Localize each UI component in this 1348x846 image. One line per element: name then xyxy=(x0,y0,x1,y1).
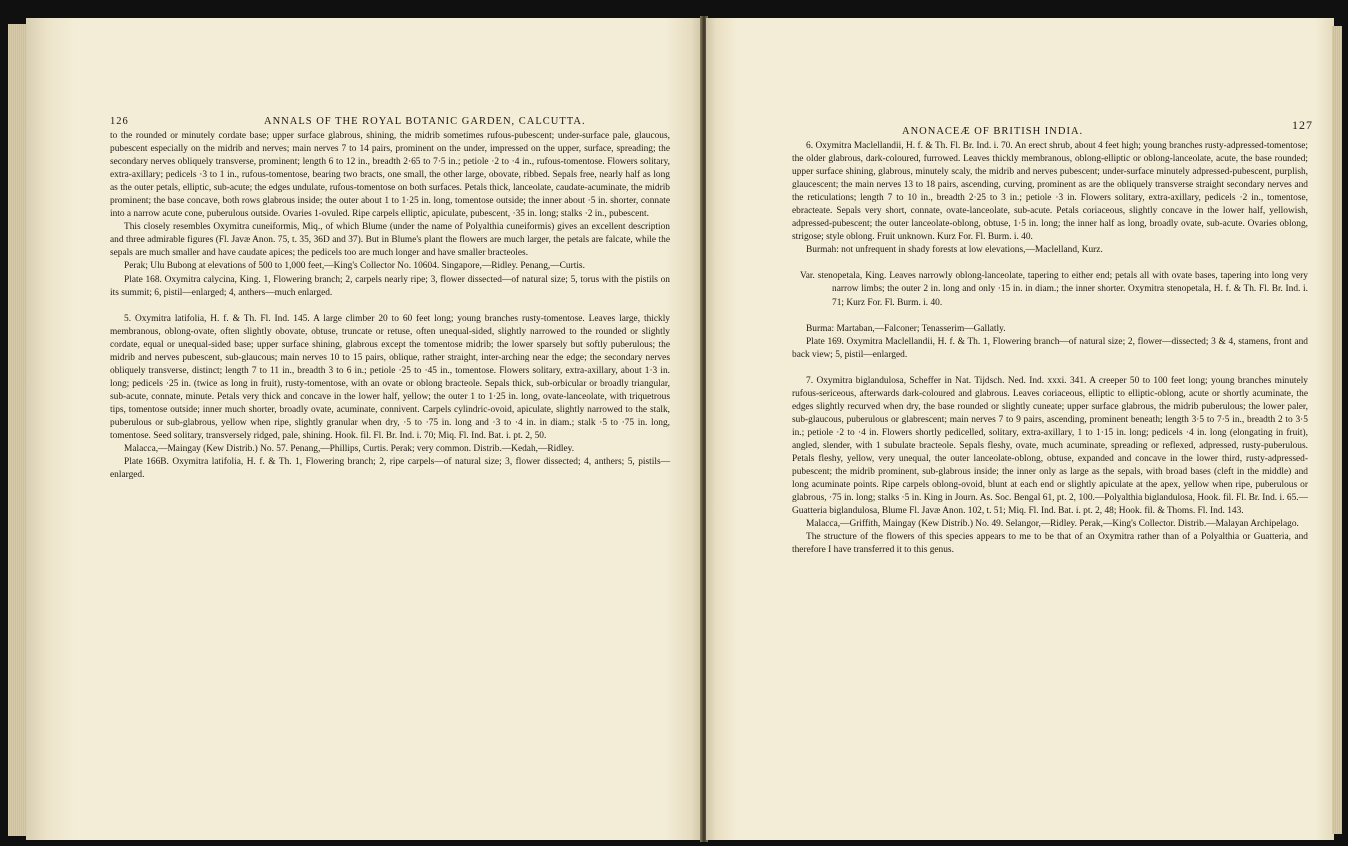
paragraph: to the rounded or minutely cordate base; upper surface glabrous, shining, the midrib sometimes rufous-pubescent; under-surface pale, glaucous, pubescent especially on the midrib and nerves; main nerves 7 to 14 pairs, prominent on the under, impressed on the upper, surface, spreading; the secondary nerves obliquely transverse, prominent; length 6 to 12 in., breadth 2·65 to 7·5 in.; petiole ·2 to ·4 in., rufous-tomentose. Flowers solitary, extra-axillary; pedicels ·3 to 1 in., rufous-tomentose, bearing two bracts, one small, the other large, obovate, ribbed. Sepals free, nearly half as long as the outer petals, elliptic, sub-acute; the edges undulate, rufous-tomentose on both surfaces. Petals thick, lanceolate, caudate-acuminate, the midrib prominent; the base concave, both rows glabrous inside; the outer about 1 to 1·25 in. long, tomentose outside; the inner about ·5 in. shorter, connate into a narrow acute cone, puberulous outside. Ovaries 1-ovuled. Ripe carpels elliptic, apiculate, pubescent, ·35 in. long; stalks ·2 in., pubescent. xyxy=(110,131,670,220)
plate-caption: Plate 169. Oxymitra Maclellandii, H. f. & Th. 1, Flowering branch—of natural size; 2, flower—dissected; 3 & 4, stamens, front and back view; 5, pistil—enlarged. xyxy=(792,336,1308,360)
paragraph: Burma: Martaban,—Falconer; Tenasserim—Gallatly. xyxy=(806,323,1006,334)
plate-caption: Plate 168. Oxymitra calycina, King. 1, Flowering branch; 2, carpels nearly ripe; 3, flower dissected—of natural size; 5, torus with the pistils on its summit; 6, pistil—enlarged; 4, anthers—much enlarged. xyxy=(110,274,670,298)
paragraph: Malacca,—Griffith, Maingay (Kew Distrib.) No. 49. Selangor,—Ridley. Perak,—King's Collector. Distrib.—Malayan Archipelago. xyxy=(806,519,1299,530)
paragraph: This closely resembles Oxymitra cuneiformis, Miq., of which Blume (under the name of Polyalthia cuneiformis) gives an excellent description and three admirable figures (Fl. Javæ Anon. 75, t. 35, 36D and 37). But in Blume's plant the flowers are much larger, the petals are falcate, while the sepals are much smaller and have caudate apices; the pedicels too are much longer and have smaller bracteoles. xyxy=(110,222,670,259)
paragraph: The structure of the flowers of this species appears to me to be that of an Oxymitra rather than of a Polyalthia or Guatteria, and therefore I have transferred it to this genus. xyxy=(792,532,1308,556)
paragraph: Malacca,—Maingay (Kew Distrib.) No. 57. Penang,—Phillips, Curtis. Perak; very common. Distrib.—Kedah,—Ridley. xyxy=(124,444,575,455)
variety-entry: Var. stenopetala, King. Leaves narrowly oblong-lanceolate, tapering to either end; petals all with ovate bases, tapering into long very narrow limbs; the outer 2 in. long and only ·15 in. in diam.; the inner shorter. Oxymitra stenopetala, H. f. & Th. Fl. Br. Ind. i. 71; Kurz For. Fl. Burm. i. 40. xyxy=(800,271,1308,308)
page-edges-left xyxy=(8,24,28,836)
paragraph: Perak; Ulu Bubong at elevations of 500 to 1,000 feet,—King's Collector No. 10604. Singapore,—Ridley. Penang,—Curtis. xyxy=(124,261,585,272)
species-entry: 5. Oxymitra latifolia, H. f. & Th. Fl. Ind. 145. A large climber 20 to 60 feet long; young branches rusty-tomentose. Leaves large, thickly membranous, oblong-ovate, often slightly obovate, obtuse, truncate or retuse, often unequal-sided, slightly narrowed to the rounded or slightly cordate, equal or unequal-sided base; upper surface shining, glabrous except the tomentose midrib; the lower sparsely but softly puberulous; the midrib and nerves pubescent, sub-glaucous; main nerves 10 to 15 pairs, oblique, rather straight, inter-arching near the edge; the secondary nerves obliquely transverse, distinct; length 7 to 11 in., breadth 3 to 6 in.; petiole ·25 to ·45 in., tomentose. Flowers solitary, extra-axillary, about 1·3 in. long; pedicels ·25 in. (twice as long in fruit), rusty-tomentose, with an ovate or oblong bracteole. Sepals thick, sub-orbicular or broadly triangular, sub-acute, connate, minute. Petals very thick and concave in the lower half, yellow; the outer 1 to 1·25 in. long, ovate-lanceolate, with triquetrous tips, tomentose outside; inner much shorter, broadly ovate, acuminate, connivent. Carpels cylindric-ovoid, apiculate, slightly narrowed to the stalk, puberulous or sub-glabrous, yellow when ripe, slightly granular when dry, ·5 to ·75 in. long and ·3 to ·4 in. in diam.; stalk ·5 to ·75 in. long, tomentose. Seed solitary, transversely ridged, pale, shining. Hook. fil. Fl. Br. Ind. i. 70; Miq. Fl. Ind. Bat. i. pt. 2, 50. xyxy=(110,313,670,442)
left-page xyxy=(26,18,702,840)
species-entry: 6. Oxymitra Maclellandii, H. f. & Th. Fl. Br. Ind. i. 70. An erect shrub, about 4 feet high; young branches rusty-adpressed-tomentose; the older glabrous, dark-coloured, furrowed. Leaves thickly membranous, oblong-elliptic or oblong-lanceolate, acute, the base rounded; upper surface shining, glabrous, minutely scaly, the midrib and nerves pubescent; under-surface minutely adpressed-pubescent, purplish, glaucescent; the main nerves 13 to 18 pairs, ascending, curving, prominent as are the obliquely transverse straight secondary nerves and the reticulations; length 7 to 10 in., breadth 2·25 to 3 in.; petiole ·3 in. Flowers solitary, extra-axillary, pedicels ·2 in., tomentose, ebracteate. Sepals very short, connate, ovate-lanceolate, sub-acute. Petals coriaceous, slightly concave in the lower half, yellowish, adpressed-pubescent; the outer lanceolate-oblong, obtuse, 1·5 in. long; the inner half as long, broadly ovate, sub-acute. Ovaries oblong, strigose; style oblong. Fruit unknown. Kurz For. Fl. Burm. i. 40. xyxy=(792,141,1308,243)
left-page-number: 126 xyxy=(110,116,129,127)
right-page xyxy=(706,18,1334,840)
paragraph: Burmah: not unfrequent in shady forests at low elevations,—Maclelland, Kurz. xyxy=(806,245,1103,256)
species-entry: 7. Oxymitra biglandulosa, Scheffer in Nat. Tijdsch. Ned. Ind. xxxi. 341. A creeper 50 to 100 feet long; young branches minutely rufous-sericeous, afterwards dark-coloured and glabrous. Leaves coriaceous, elliptic to elliptic-oblong, acute or shortly acuminate, the edges slightly recurved when dry, the base rounded or slightly cuneate; upper surface glabrous, the midrib puberulous; the lower paler, sub-glaucous, puberulous or glabrescent; main nerves 7 to 9 pairs, ascending, prominent beneath; length 3·5 to 7·5 in., breadth 2 to 3·5 in.; petiole ·2 to ·4 in. Flowers shortly pedicelled, solitary, extra-axillary, 1 to 1·15 in. long; pedicels ·4 in. long (elongating in fruit), angled, slender, with 1 subulate bracteole. Sepals fleshy, ovate, much acuminate, spreading or reflexed, adpressed, rusty-puberulous. Petals fleshy, yellow, very unequal, the outer lanceolate-oblong, obtuse, expanded and concave in the lower third, rusty-adpressed-pubescent; the midrib prominent, sub-glabrous inside; the inner only as large as the sepals, with broad bases (cleft in the middle) and long acuminate points. Ripe carpels oblong-ovoid, blunt at each end or slightly apiculate at the apex, yellow when ripe, puberulous or glabrous, ·75 in. long; stalks ·5 in. King in Journ. As. Soc. Bengal 61, pt. 2, 100.—Polyalthia biglandulosa, Hook. fil. Fl. Br. Ind. i. 65.—Guatteria biglandulosa, Blume Fl. Javæ Anon. 102, t. 51; Miq. Fl. Ind. Bat. i. pt. 2, 48; Hook. fil. & Thoms. Fl. Ind. 143. xyxy=(792,375,1308,517)
left-running-head: ANNALS OF THE ROYAL BOTANIC GARDEN, CALCUTTA. xyxy=(264,116,586,127)
plate-caption: Plate 166B. Oxymitra latifolia, H. f. & Th. 1, Flowering branch; 2, ripe carpels—of natural size; 3, flower dissected; 4, anthers; 5, pistils—enlarged. xyxy=(110,457,670,481)
right-page-number: 127 xyxy=(1292,118,1313,132)
open-book xyxy=(8,6,1344,846)
page-edges-right xyxy=(1332,26,1342,834)
right-running-head: ANONACEÆ OF BRITISH INDIA. xyxy=(902,126,1084,137)
right-page-text xyxy=(792,140,1308,557)
left-page-text xyxy=(110,130,670,482)
